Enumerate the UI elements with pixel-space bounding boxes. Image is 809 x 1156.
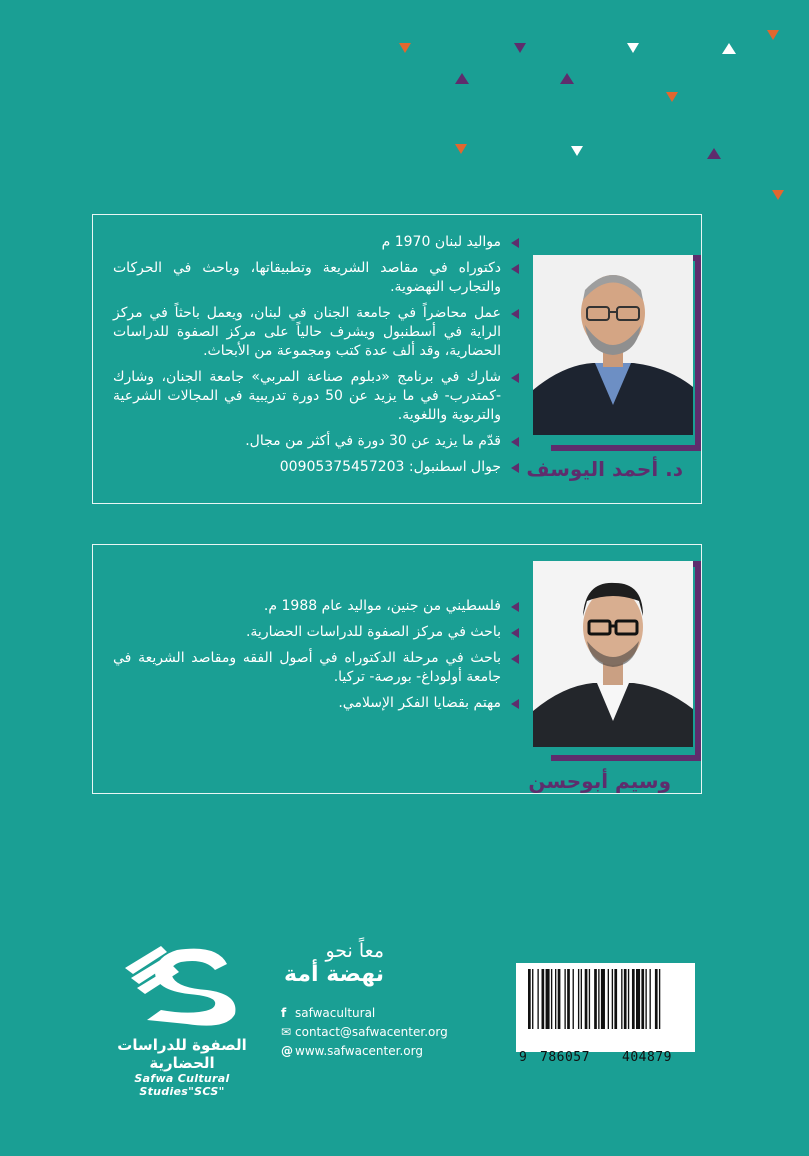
barcode-bar: [573, 969, 574, 1029]
barcode-digit-group2: 404879: [622, 1050, 672, 1065]
facebook-handle: safwacultural: [295, 1006, 376, 1020]
triangle-shape: [455, 73, 469, 84]
list-item: مواليد لبنان 1970 م: [113, 233, 521, 252]
barcode-digit-lead: 9: [519, 1050, 528, 1065]
web-icon: @: [281, 1044, 293, 1058]
email-link[interactable]: [281, 1025, 448, 1039]
barcode-bar: [659, 969, 660, 1029]
barcode: [516, 963, 695, 1065]
barcode-bar: [532, 969, 533, 1029]
list-item: جوال اسطنبول: 00905375457203: [113, 458, 521, 477]
triangle-shape: [455, 144, 467, 154]
barcode-bar: [632, 969, 635, 1029]
publisher-name-arabic: الصفوة للدراسات الحضارية: [117, 1036, 247, 1072]
email-address: contact@safwacenter.org: [295, 1025, 448, 1039]
barcode-bar: [614, 969, 617, 1029]
triangle-shape: [627, 43, 639, 53]
barcode-bar: [636, 969, 640, 1029]
author2-bio-list: [113, 597, 521, 720]
barcode-bar: [567, 969, 570, 1029]
triangle-shape: [767, 30, 779, 40]
website-url: www.safwacenter.org: [295, 1044, 423, 1058]
author2-name: وسيم أبوحسن: [528, 769, 671, 793]
list-item: دكتوراه في مقاصد الشريعة وتطبيقاتها، وباحث في الحركات والتجارب النهضوية.: [113, 259, 521, 297]
barcode-bar: [585, 969, 588, 1029]
barcode-bar: [621, 969, 622, 1029]
barcode-bar: [551, 969, 552, 1029]
barcode-bar: [598, 969, 599, 1029]
barcode-bar: [612, 969, 613, 1029]
logo-icon: [117, 940, 247, 1028]
barcode-bar: [528, 969, 531, 1029]
barcode-bars: [516, 963, 695, 1033]
barcode-bar: [578, 969, 579, 1029]
barcode-bar: [581, 969, 582, 1029]
facebook-link[interactable]: [281, 1006, 448, 1020]
barcode-bar: [589, 969, 590, 1029]
triangle-shape: [560, 73, 574, 84]
list-item: باحث في مركز الصفوة للدراسات الحضارية.: [113, 623, 521, 642]
email-icon: ✉: [281, 1025, 292, 1039]
barcode-bar: [558, 969, 561, 1029]
triangle-shape: [666, 92, 678, 102]
author2-box: [92, 544, 702, 794]
website-link[interactable]: [281, 1044, 448, 1058]
barcode-bar: [601, 969, 605, 1029]
list-item: عمل محاضراً في جامعة الجنان في لبنان، ويعمل باحثاً في مركز الراية في أسطنبول ويشرف حالياً على مركز الصفوة للدراسات الحضارية، وقد ألف عدة كتب ومجموعة من الأبحاث.: [113, 304, 521, 361]
publisher-name-english: Safwa Cultural Studies"SCS": [134, 1072, 230, 1098]
triangle-shape: [707, 148, 721, 159]
triangle-shape: [399, 43, 411, 53]
facebook-icon: f: [281, 1006, 287, 1020]
list-item: باحث في مرحلة الدكتوراه في أصول الفقه ومقاصد الشريعة في جامعة أولوداغ- بورصة- تركيا.: [113, 649, 521, 687]
barcode-digit-group1: 786057: [540, 1050, 590, 1065]
slogan: [272, 940, 384, 987]
list-item: فلسطيني من جنين، مواليد عام 1988 م.: [113, 597, 521, 616]
barcode-bar: [641, 969, 644, 1029]
triangle-shape: [722, 43, 736, 54]
barcode-bar: [555, 969, 556, 1029]
barcode-bar: [645, 969, 646, 1029]
list-item: مهتم بقضايا الفكر الإسلامي.: [113, 694, 521, 713]
author1-bio-list: [113, 233, 521, 484]
barcode-bar: [594, 969, 597, 1029]
barcode-bar: [650, 969, 651, 1029]
barcode-bar: [655, 969, 658, 1029]
barcode-bar: [542, 969, 545, 1029]
triangle-shape: [571, 146, 583, 156]
barcode-bar: [628, 969, 629, 1029]
publisher-logo: [92, 940, 272, 1098]
list-item: شارك في برنامج «دبلوم صناعة المربي» جامعة الجنان، وشارك -كمتدرب- في ما يزيد عن 50 دورة تدريبية في المجالات الشرعية والتربوية واللغوية.: [113, 368, 521, 425]
author1-box: [92, 214, 702, 504]
author2-photo-frame: [528, 561, 693, 793]
author1-name: د. أحمد اليوسف: [526, 457, 683, 481]
slogan-line-1: معاً نحو: [325, 940, 384, 962]
author2-photo: [533, 561, 693, 747]
barcode-bar: [546, 969, 550, 1029]
contact-list: [281, 1006, 448, 1063]
author1-photo: [533, 255, 693, 435]
barcode-bar: [564, 969, 565, 1029]
author1-photo-frame: [526, 255, 693, 481]
barcode-bar: [537, 969, 538, 1029]
slogan-line-2: نهضة أمة: [284, 962, 384, 987]
list-item: قدّم ما يزيد عن 30 دورة في أكثر من مجال.: [113, 432, 521, 451]
barcode-bar: [608, 969, 609, 1029]
barcode-bar: [624, 969, 627, 1029]
triangle-shape: [514, 43, 526, 53]
triangle-shape: [772, 190, 784, 200]
